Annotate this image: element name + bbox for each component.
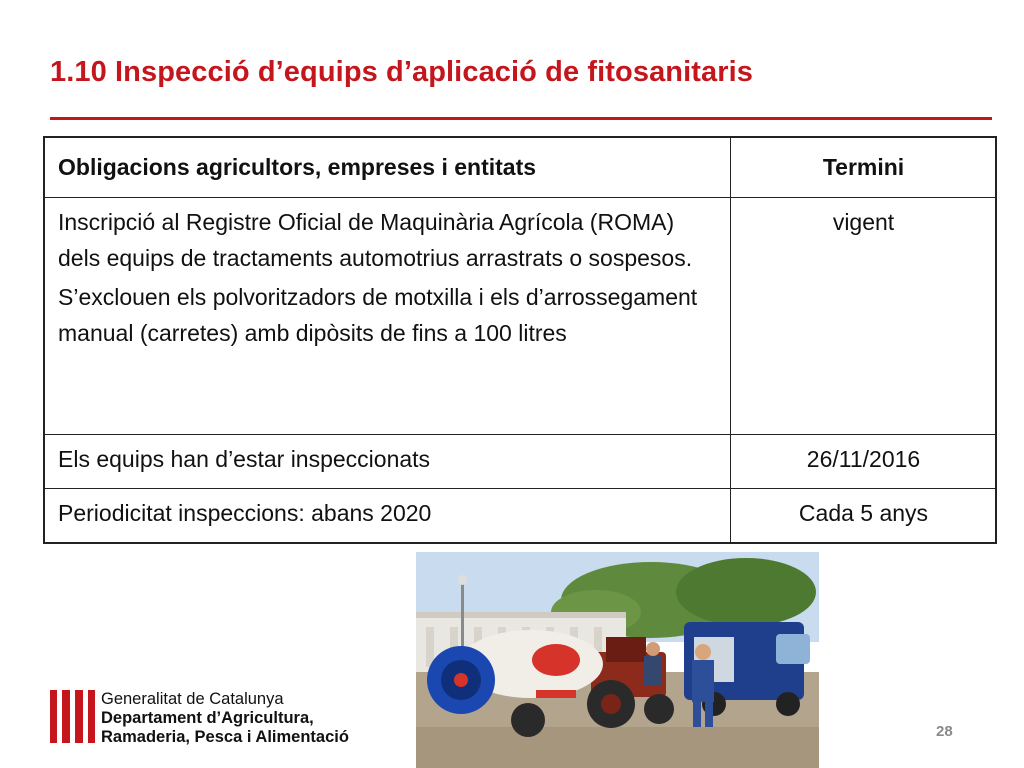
brand-line: Ramaderia, Pesca i Alimentació [101,728,349,746]
title-divider [50,117,992,120]
institution-brand [101,690,349,747]
deadline-cell: Cada 5 anys [731,489,997,544]
obligation-cell: Periodicitat inspeccions: abans 2020 [44,489,731,544]
table-row [44,489,996,544]
page-number: 28 [936,723,953,740]
table-row [44,435,996,489]
header-obligations: Obligacions agricultors, empreses i entitats [44,137,731,198]
slide-title: 1.10 Inspecció d’equips d’aplicació de fitosanitaris [50,56,754,88]
deadline-cell: vigent [731,198,997,435]
sprayer-inspection-photo [416,552,819,768]
generalitat-logo [50,690,95,743]
table-row [44,198,996,435]
brand-line: Departament d’Agricultura, [101,709,314,727]
obligations-table [43,136,997,544]
header-deadline: Termini [731,137,997,198]
obligation-cell: Els equips han d’estar inspeccionats [44,435,731,489]
obligation-paragraph: S’exclouen els polvoritzadors de motxilla i els d’arrossegament manual (carretes) amb dipòsits de fins a 100 litres [58,284,698,346]
deadline-cell: 26/11/2016 [731,435,997,489]
table-header-row [44,137,996,198]
obligation-cell [44,198,731,435]
obligation-paragraph: Inscripció al Registre Oficial de Maquinària Agrícola (ROMA) dels equips de tractaments automotrius arrastrats o sospesos. [58,209,693,271]
brand-line: Generalitat de Catalunya [101,690,284,708]
